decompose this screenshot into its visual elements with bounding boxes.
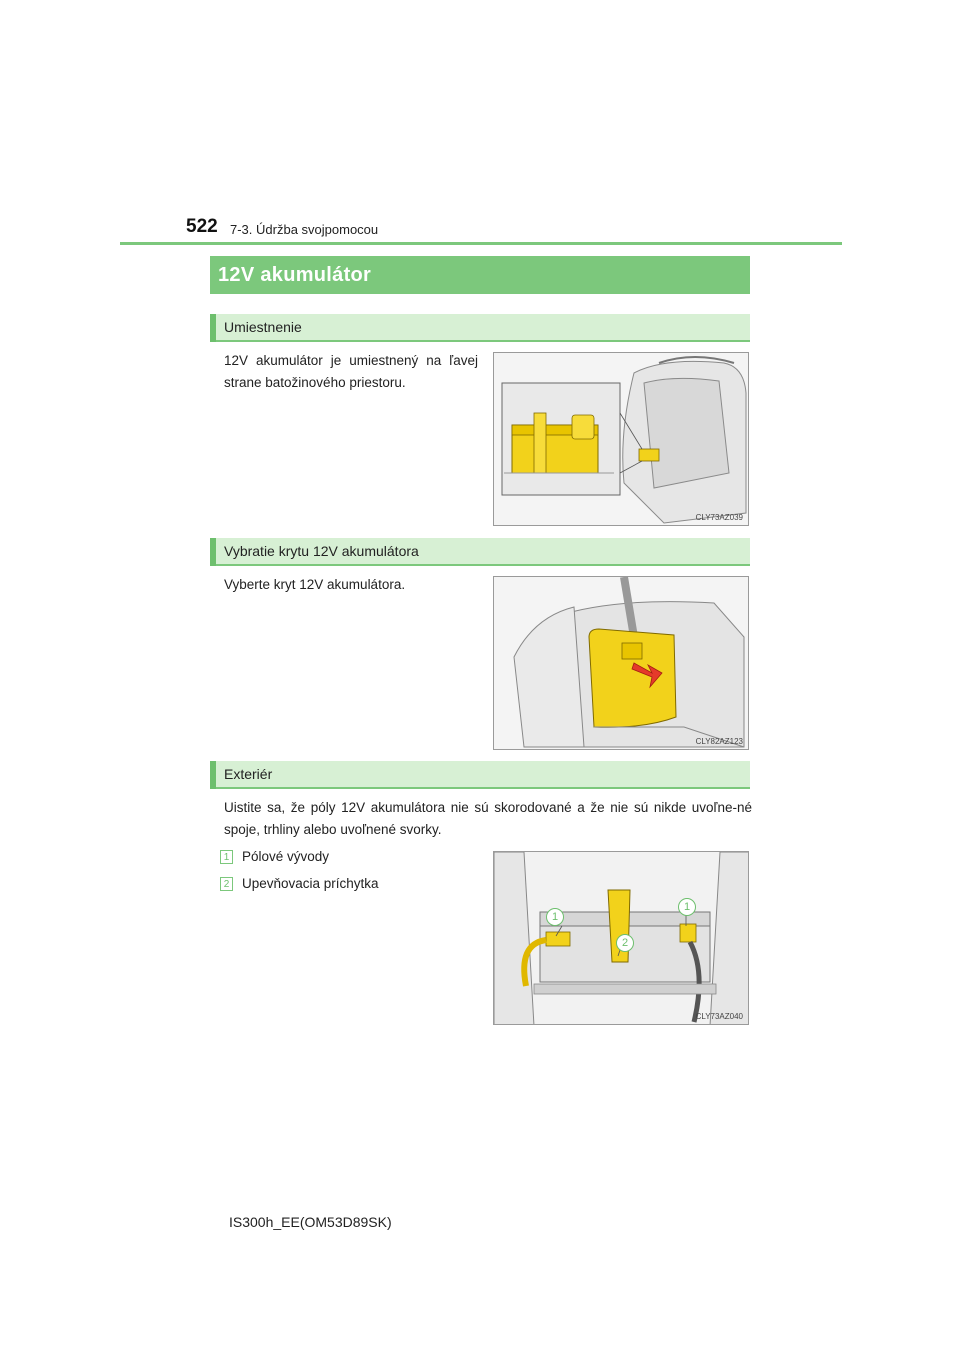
section-heading-exterior: Exteriér bbox=[210, 761, 750, 789]
figure-battery-exterior bbox=[493, 851, 749, 1025]
list-number: 2 bbox=[220, 877, 233, 891]
section-heading-location: Umiestnenie bbox=[210, 314, 750, 342]
exterior-text: Uistite sa, že póly 12V akumulátora nie sú skorodované a že nie sú nikde uvoľne-né spoje, trhliny alebo uvoľnené svorky. bbox=[224, 800, 752, 837]
list-item-clamp: Upevňovacia príchytka bbox=[242, 876, 379, 891]
page-title: 12V akumulátor bbox=[210, 256, 750, 294]
callout-clamp: 2 bbox=[616, 934, 634, 952]
section-heading-cover-removal: Vybratie krytu 12V akumulátora bbox=[210, 538, 750, 566]
figure-battery-location bbox=[493, 352, 749, 526]
list-number: 1 bbox=[220, 850, 233, 864]
location-text: 12V akumulátor je umiestnený na ľavej strane batožinového priestoru. bbox=[224, 353, 478, 390]
cover-removal-text: Vyberte kryt 12V akumulátora. bbox=[224, 577, 406, 592]
figure-code: CLY73AZ039 bbox=[695, 513, 743, 522]
page-number: 522 bbox=[186, 216, 218, 237]
cover-removal-illustration bbox=[494, 577, 749, 750]
figure-cover-removal bbox=[493, 576, 749, 750]
running-head: 7-3. Údržba svojpomocou bbox=[230, 222, 379, 237]
callout-terminal: 1 bbox=[546, 908, 564, 926]
header-rule bbox=[120, 242, 842, 245]
footer-model-code: IS300h_EE(OM53D89SK) bbox=[229, 1214, 392, 1230]
trunk-battery-illustration bbox=[494, 353, 749, 526]
callout-terminal: 1 bbox=[678, 898, 696, 916]
figure-code: CLY73AZ040 bbox=[695, 1012, 743, 1021]
list-item-terminals: Pólové vývody bbox=[242, 849, 330, 864]
figure-code: CLY82AZ123 bbox=[695, 737, 743, 746]
